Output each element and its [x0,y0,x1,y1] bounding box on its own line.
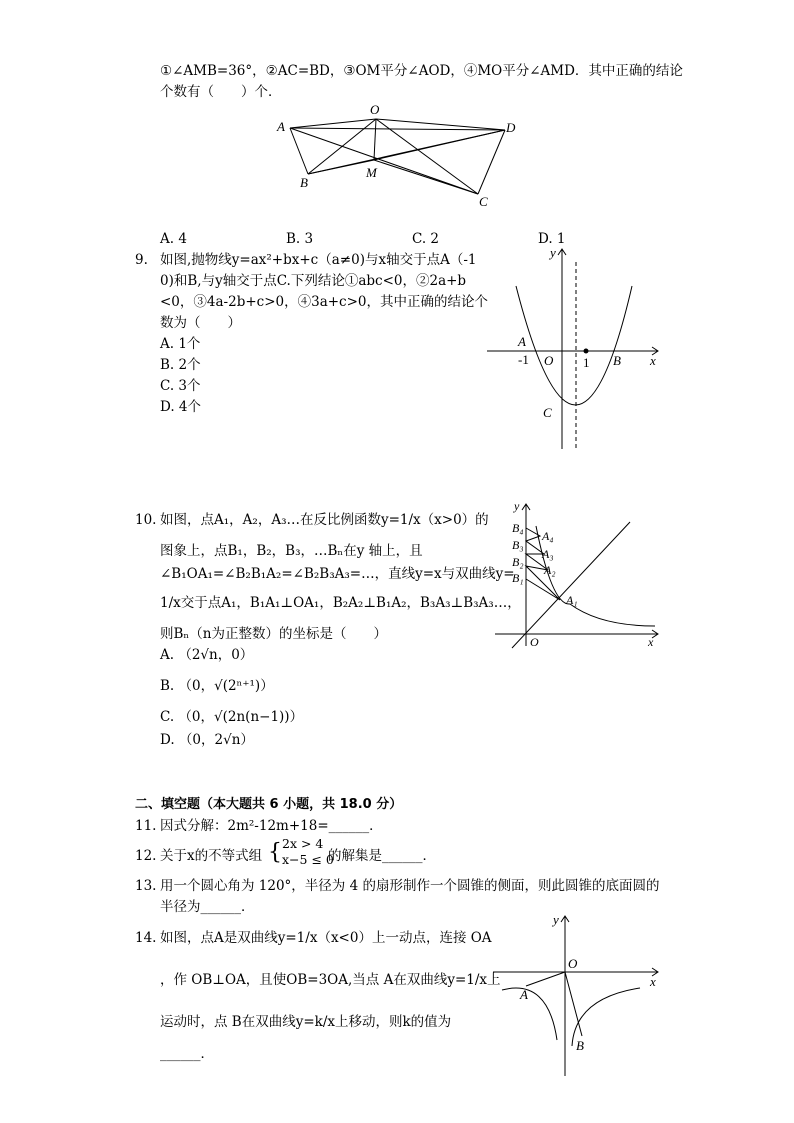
q12-number: 12. [135,848,157,864]
q13-number: 13. [135,878,157,894]
q9-line4: 数为（ ） [160,315,241,331]
q10-label-y: y [514,499,520,513]
q10-label-O: O [530,635,539,649]
q8-label-B: B [300,175,308,190]
q9-label-x: x [650,353,656,368]
q10-label-A3: A₃ [542,547,554,561]
q9-label-O: O [544,353,554,368]
q11-number: 11. [135,818,157,834]
q12-brace: { [268,840,282,865]
q14-label-y: y [553,912,559,927]
q9-line2: 0)和B,与y轴交于点C.下列结论①abc<0，②2a+b [160,273,467,289]
q14-label-B: B [576,1038,584,1053]
q14-line4: ______． [160,1046,214,1062]
q10-figure [490,496,665,651]
q9-label-C: C [543,405,552,420]
q8-line2: 个数有（ ）个． [160,84,282,100]
q12-system [282,836,334,868]
q10-label-B4: B₄ [512,521,524,535]
q10-line1: 如图，点A₁，A₂，A₃…在反比例函数y=1/x（x>0）的 [160,512,489,528]
q14-label-O: O [568,956,578,971]
q9-label-1: 1 [583,355,590,370]
q12-text-after: 的解集是______． [328,848,436,864]
q14-line3: 运动时，点 B在双曲线y=k/x上移动，则k的值为 [160,1014,452,1030]
q10-label-A4: A₄ [542,529,554,543]
q8-label-D: D [506,120,516,135]
q10-line3: ∠B₁OA₁=∠B₂B₁A₂=∠B₂B₃A₃=…，直线y=x与双曲线y= [160,566,515,582]
q9-line3: <0，③4a-2b+c>0，④3a+c>0，其中正确的结论个 [160,294,489,310]
q9-label-minus1: -1 [518,352,529,367]
q14-label-A: A [520,987,528,1002]
q11-text: 因式分解：2m²-12m+18=______． [160,818,383,834]
q14-number: 14. [135,930,157,946]
q9-option-d: D. 4个 [160,399,202,415]
q14-line2: ，作 OB⊥OA，且使OB=3OA,当点 A在双曲线y=1/x上 [160,972,501,988]
q10-label-B2: B₂ [512,555,524,569]
q12-system-line1: 2x > 4 [282,836,324,851]
q10-label-B1: B₁ [512,571,524,585]
q9-label-B: B [613,353,621,368]
q8-label-A: A [277,119,285,134]
q12-text-before: 关于x的不等式组 [160,848,263,864]
q9-option-a: A. 1个 [160,336,201,352]
q8-label-O: O [370,102,380,117]
q14-line1: 如图，点A是双曲线y=1/x（x<0）上一动点，连接 OA [160,930,492,946]
q9-line1: 如图,抛物线y=ax²+bx+c（a≠0)与x轴交于点A（-1 [160,252,477,268]
q14-figure [490,908,665,1080]
q8-figure [270,100,530,210]
q10-label-A1: A₁ [566,593,578,607]
q9-number: 9. [135,252,148,268]
q8-line1: ①∠AMB=36°，②AC=BD，③OM平分∠AOD，④MO平分∠AMD．其中正确的结论 [160,63,683,79]
q10-line2: 图象上，点B₁，B₂，B₃，…Bₙ在y 轴上，且 [160,543,423,559]
q8-option-d: D. 1 [538,231,566,247]
q9-option-c: C. 3个 [160,378,201,394]
q13-line1: 用一个圆心角为 120°，半径为 4 的扇形制作一个圆锥的侧面，则此圆锥的底面圆的 [160,878,660,894]
q8-label-M: M [366,165,377,180]
q10-number: 10. [135,512,157,528]
q9-figure [480,244,665,454]
q14-label-x: x [650,974,656,989]
q10-line4: 1/x交于点A₁，B₁A₁⊥OA₁，B₂A₂⊥B₁A₂，B₃A₃⊥B₃A₃…， [160,595,521,611]
q10-option-a: A. （2√n，0） [160,647,254,663]
q9-label-A: A [518,334,526,349]
q10-label-x: x [648,635,654,649]
q10-label-A2: A₂ [544,563,556,577]
q8-label-C: C [479,194,488,209]
q10-option-d: D. （0，2√n） [160,732,254,748]
q13-line2: 半径为______． [160,899,255,915]
q8-option-c: C. 2 [412,231,440,247]
q10-label-B3: B₃ [512,538,524,552]
q9-option-b: B. 2个 [160,357,201,373]
q10-option-c: C. （0，√(2n(n−1))） [160,709,304,725]
q10-line5: 则Bₙ（n为正整数）的坐标是（ ） [160,626,387,642]
q8-option-b: B. 3 [286,231,314,247]
section-title: 二、填空题（本大题共 6 小题，共 18.0 分） [135,797,403,812]
q8-option-a: A. 4 [160,231,187,247]
q9-label-y: y [550,245,556,260]
q10-option-b: B. （0，√(2ⁿ⁺¹)） [160,678,274,694]
q12-system-line2: x−5 ≤ 0 [282,852,334,867]
